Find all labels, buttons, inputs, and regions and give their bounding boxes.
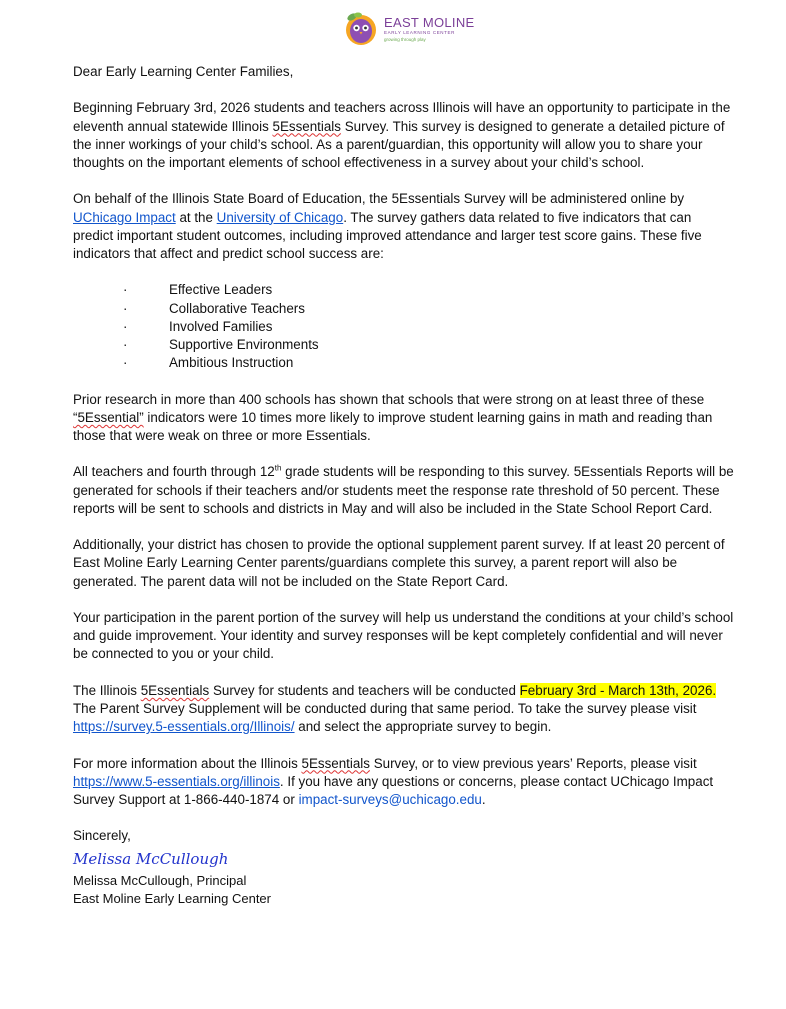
logo-tagline: growing through play [384,36,426,42]
text: Survey, or to view previous years’ Reports, please visit [369,755,697,771]
bullet-icon: · [123,282,128,298]
text: and select the appropriate survey to begin. [294,719,552,735]
list-item [123,318,735,336]
text: The Parent Survey Supplement will be conducted during that same period. To take the survey please visit [73,700,697,716]
owl-logo-icon [344,11,378,47]
logo-title: EAST MOLINE [384,15,475,30]
text: “5Essential” [73,409,144,425]
bullet-icon: · [123,337,128,352]
survey-dates-highlight: February 3rd - March 13th, 2026. [519,682,717,698]
text: . If you have any questions or concerns, please contact UChicago Impact Survey Support at 1-866-440-1874 or [73,773,714,807]
text: at the [175,209,217,225]
support-email[interactable]: impact-surveys@uchicago.edu [298,791,482,807]
signer-organization: East Moline Early Learning Center [73,890,271,906]
indicator: Effective Leaders [169,282,273,298]
text: On behalf of the Illinois State Board of Education, the 5Essentials Survey will be administered online by [73,191,685,207]
text: . The survey gathers data related to five indicators that can predict important student outcomes, including improved attendance and larger test score gains. These five indicators that affect and predict school success are: [73,209,702,261]
bullet-icon: · [123,355,128,371]
list-item [123,281,735,299]
administration-paragraph [73,190,735,263]
closing: Sincerely, [73,828,131,844]
text: The Illinois [73,682,141,698]
bullet-icon: · [123,318,128,334]
greeting: Dear Early Learning Center Families, [73,64,294,79]
indicators-list [73,281,735,372]
text: 5Essentials [301,755,370,771]
list-item [123,336,735,354]
intro-paragraph [73,99,735,172]
indicator: Ambitious Instruction [169,355,294,371]
confidentiality-paragraph: Your participation in the parent portion of the survey will help us understand the conditions at your child’s school and guide improvement. Your identity and survey responses will be kept completely confidential and will never be connected to you or your child. [73,609,734,662]
participants-paragraph [73,463,735,518]
list-item [123,300,735,318]
letter-body [73,63,735,908]
text: indicators were 10 times more likely to improve student learning gains in math and reading than those that were weak on three or more Essentials. [73,409,713,443]
text: All teachers and fourth through 12 [73,464,275,480]
contact-paragraph [73,755,735,810]
logo-subtitle: EARLY LEARNING CENTER [384,30,455,35]
text: Survey. This survey is designed to generate a detailed picture of the inner workings of your child’s school. As a parent/guardian, this opportunity will allow you to share your thoughts on the important elements of school effectiveness in a survey about your child’s school. [73,118,725,170]
signature: Melissa McCullough [73,849,229,868]
indicator: Involved Families [169,318,273,334]
indicator: Supportive Environments [169,337,319,352]
text: . [481,791,486,807]
school-logo [344,11,474,47]
text: Survey for students and teachers will be conducted [209,682,520,698]
survey-link[interactable]: https://survey.5-essentials.org/Illinois/ [73,719,295,735]
text: Beginning February 3rd, 2026 students and teachers across Illinois will have an opportunity to participate in the eleventh annual statewide Illinois [73,100,731,134]
superscript: th [274,463,282,473]
parent-survey-paragraph: Additionally, your district has chosen to provide the optional supplement parent survey. If at least 20 percent of East Moline Early Learning Center parents/guardians complete this survey, a parent report will also be generated. The parent data will not be included on the State Report Card. [73,537,725,589]
research-paragraph [73,391,735,446]
bullet-icon: · [123,300,128,316]
dates-paragraph [73,682,735,737]
university-of-chicago-link[interactable]: University of Chicago [216,209,344,225]
signer-name: Melissa McCullough, Principal [73,872,247,888]
text: grade students will be responding to this survey. 5Essentials Reports will be generated for schools if their teachers and/or students meet the response rate threshold of 50 percent. These reports will be sent to schools and districts in May and will also be included in the State School Report Card. [73,464,734,516]
text: Prior research in more than 400 schools has shown that schools that were strong on at least three of these [73,391,705,407]
uchicago-impact-link[interactable]: UChicago Impact [73,209,176,225]
text: 5Essentials [272,118,341,134]
indicator: Collaborative Teachers [169,300,305,316]
text: For more information about the Illinois [73,755,302,771]
list-item [123,354,735,372]
text: 5Essentials [140,682,210,698]
5essentials-link[interactable]: https://www.5-essentials.org/illinois [73,773,280,789]
